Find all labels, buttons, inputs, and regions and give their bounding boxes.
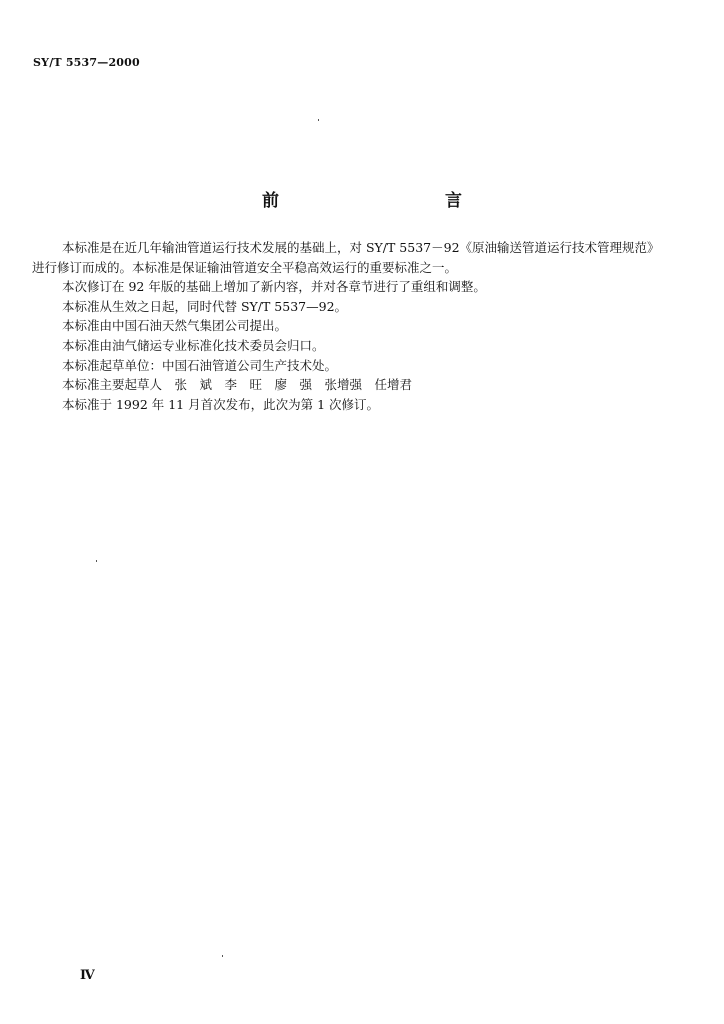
paragraph-5: 本标准由油气储运专业标准化技术委员会归口。 xyxy=(62,337,325,353)
paragraph-4: 本标准由中国石油天然气集团公司提出。 xyxy=(62,318,288,334)
paragraph-3: 本标准从生效之日起，同时代替 SY/T 5537—92。 xyxy=(62,298,348,314)
paragraph-8: 本标准于 1992 年 11 月首次发布，此次为第 1 次修订。 xyxy=(62,396,380,412)
scan-speck xyxy=(222,955,223,957)
paragraph-2: 本次修订在 92 年版的基础上增加了新内容，并对各章节进行了重组和调整。 xyxy=(62,279,486,295)
paragraph-7-drafters: 本标准主要起草人 张 斌 李 旺 廖 强 张增强 任增君 xyxy=(62,377,413,393)
scan-speck xyxy=(96,560,97,562)
paragraph-6: 本标准起草单位：中国石油管道公司生产技术处。 xyxy=(62,357,338,373)
page-number: Ⅳ xyxy=(80,968,95,983)
page-title: 前 言 xyxy=(262,191,506,211)
paragraph-1: 本标准是在近几年输油管道运行技术发展的基础上，对 SY/T 5537－92《原油输送管道运行技术管理规范》进行修订而成的。本标准是保证输油管道安全平稳高效运行的重要标准之一。 xyxy=(32,240,660,275)
document-code-header: SY/T 5537—2000 xyxy=(33,56,140,69)
foreword-body xyxy=(32,238,660,414)
scan-speck xyxy=(318,119,319,121)
